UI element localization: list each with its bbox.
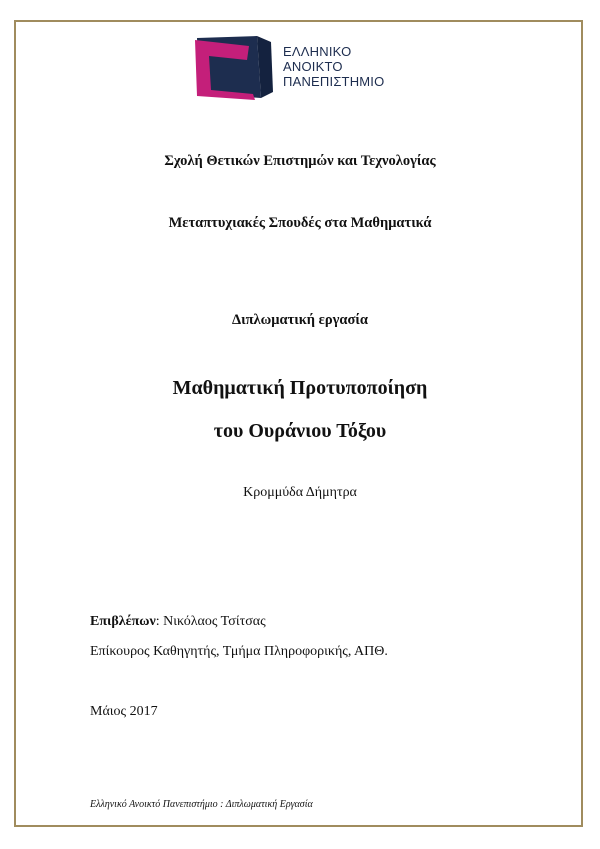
supervisor-line: [90, 614, 266, 630]
submission-date: Μάιος 2017: [90, 704, 158, 719]
logo-line-3: ΠΑΝΕΠΙΣΤΗΜΙΟ: [283, 74, 385, 89]
author-name: Κρομμύδα Δήμητρα: [243, 485, 357, 500]
thesis-title-line-1: Μαθηματική Προτυποποίηση: [172, 377, 428, 399]
supervisor-name: : Νικόλαος Τσίτσας: [155, 614, 266, 629]
supervisor-position: Επίκουρος Καθηγητής, Τμήμα Πληροφορικής, ΑΠΘ.: [90, 644, 388, 659]
supervisor-label: Επιβλέπων: [90, 614, 156, 629]
university-logo: [195, 34, 410, 100]
thesis-title-line-2: του Ουράνιου Τόξου: [213, 420, 387, 442]
logo-line-2: ΑΝΟΙΚΤΟ: [283, 59, 343, 74]
eap-logo-icon: [195, 34, 280, 100]
page-footer: Ελληνικό Ανοικτό Πανεπιστήμιο : Διπλωματική Εργασία: [90, 799, 313, 810]
logo-wordmark: [283, 44, 384, 89]
school-name: Σχολή Θετικών Επιστημών και Τεχνολογίας: [164, 153, 436, 169]
program-name: Μεταπτυχιακές Σπουδές στα Μαθηματικά: [168, 215, 432, 231]
document-type: Διπλωματική εργασία: [232, 312, 368, 328]
logo-line-1: ΕΛΛΗΝΙΚΟ: [283, 44, 352, 59]
